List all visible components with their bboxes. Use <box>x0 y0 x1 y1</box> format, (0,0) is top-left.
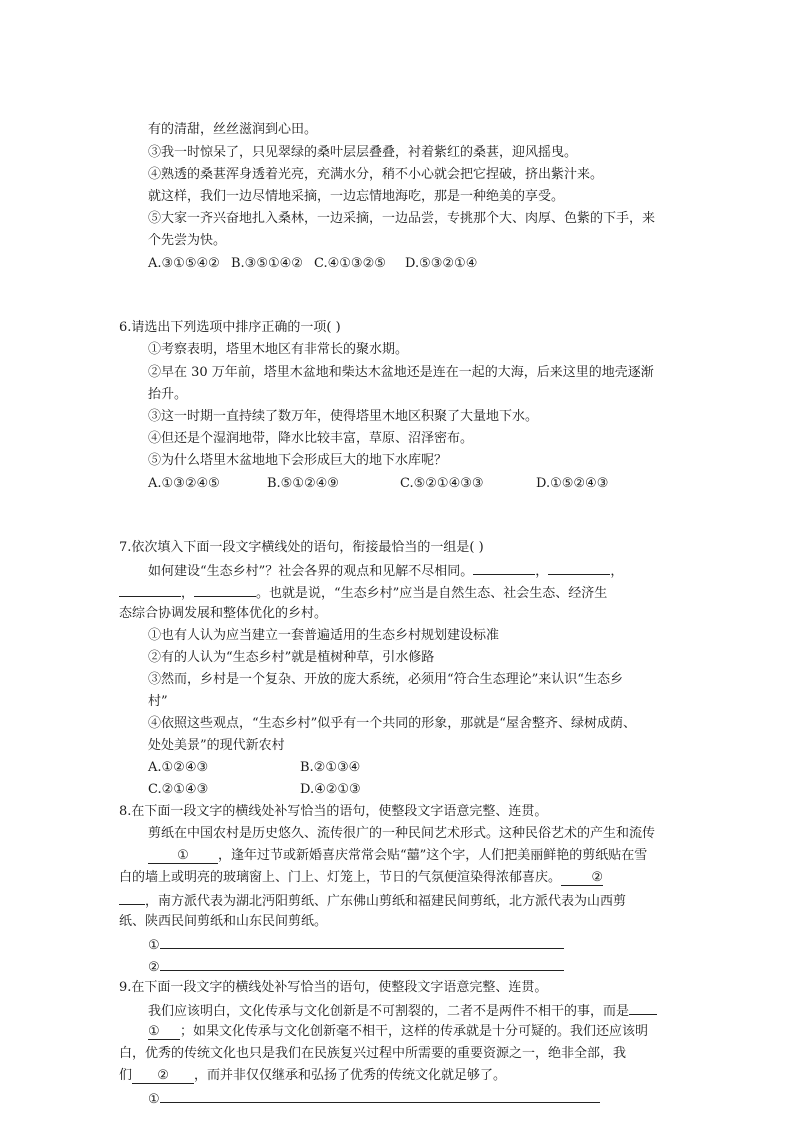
q5-options <box>148 256 477 272</box>
q8-para-line-3 <box>119 870 603 886</box>
q8-para-text: ，逢年过节或新婚喜庆常常会贴“囍”这个字，人们把美丽鲜艳的剪纸贴在雪 <box>218 848 648 863</box>
q9-para-text: 们 <box>119 1068 133 1083</box>
q6-line-4: ③这一时期一直持续了数万年，使得塔里木地区积聚了大量地下水。 <box>148 409 539 424</box>
q7-comma: ， <box>610 564 624 579</box>
q8-stem: 8.在下面一段文字的横线处补写恰当的语句，使整段文字语意完整、连贯。 <box>119 804 548 819</box>
q6-line-3: 抬升。 <box>148 387 188 402</box>
q6-stem: 6.请选出下列选项中排序正确的一项( ) <box>119 320 341 335</box>
q7-options-row-2 <box>148 782 361 798</box>
q6-line-6: ⑤为什么塔里木盆地地下会形成巨大的地下水库呢？ <box>148 453 448 468</box>
q6-line-1: ①考察表明，塔里木地区有非常长的聚水期。 <box>148 342 409 357</box>
q9-answer-1 <box>148 1090 600 1108</box>
q5-line-4: 就这样，我们一边尽情地采摘，一边忘情地海吃，那是一种绝美的享受。 <box>148 189 565 204</box>
q7-option-d[interactable]: D.④②①③ <box>300 782 361 797</box>
q7-item-3a: ③然而，乡村是一个复杂、开放的庞大系统，必须用“符合生态理论”来认识“生态乡 <box>148 672 623 687</box>
q7-stem: 7.依次填入下面一段文字横线处的语句，衔接最恰当的一组是( ) <box>119 540 484 555</box>
q8-para-line-1: 剪纸在中国农村是历史悠久、流传很广的一种民间艺术形式。这种民俗艺术的产生和流传 <box>148 826 656 841</box>
q5-option-c[interactable]: C.④①③②⑤ <box>314 256 386 271</box>
q7-blank-3[interactable] <box>119 584 181 597</box>
q8-para-line-4 <box>119 892 626 910</box>
q9-para-text: 我们应该明白，文化传承与文化创新是不可割裂的，二者不是两件不相干的事，而是 <box>148 1004 630 1019</box>
q8-para-line-5: 纸、陕西民间剪纸和山东民间剪纸。 <box>119 914 328 929</box>
q6-line-2: ②早在 30 万年前，塔里木盆地和柴达木盆地还是连在一起的大海，后来这里的地壳逐渐 <box>148 365 654 380</box>
q5-option-b[interactable]: B.③⑤①④② <box>231 256 303 271</box>
q9-para-line-4 <box>119 1068 506 1084</box>
q8-para-text: ，南方派代表为湖北沔阳剪纸、广东佛山剪纸和福建民间剪纸，北方派代表为山西剪 <box>145 894 627 909</box>
q6-option-d[interactable]: D.①⑤②④③ <box>536 476 609 491</box>
q9-para-line-1 <box>148 1002 657 1020</box>
q8-answer-2-marker: ② <box>148 960 160 975</box>
q5-line-1: 有的清甜，丝丝滋润到心田。 <box>148 122 318 137</box>
q7-comma: ， <box>181 586 195 601</box>
q6-options <box>148 476 608 492</box>
q5-option-d[interactable]: D.⑤③②①④ <box>405 256 478 271</box>
q8-blank-2[interactable]: ② <box>561 871 603 886</box>
q7-para-line-3: 态综合协调发展和整体优化的乡村。 <box>119 606 328 621</box>
q5-line-3: ④熟透的桑葚浑身透着光亮，充满水分，稍不小心就会把它捏破，挤出紫汁来。 <box>148 167 604 182</box>
q5-line-6: 个先尝为快。 <box>148 233 227 248</box>
q9-para-text: ；如果文化传承与文化创新毫不相干，这样的传承就是十分可疑的。我们还应该明 <box>180 1024 649 1039</box>
q5-line-2: ③我一时惊呆了，只见翠绿的桑叶层层叠叠，衬着紫红的桑葚，迎风摇曳。 <box>148 145 578 160</box>
q7-options-row-1 <box>148 760 360 776</box>
q7-option-a[interactable]: A.①②④③ <box>148 760 209 775</box>
q8-para-line-2 <box>148 848 647 864</box>
q6-option-c[interactable]: C.⑤②①④③③ <box>400 476 484 491</box>
q9-answer-1-marker: ① <box>148 1092 160 1107</box>
q7-blank-1[interactable] <box>473 562 535 575</box>
q7-para-text: 。也就是说，“生态乡村”应当是自然生态、社会生态、经济生 <box>256 586 608 601</box>
q8-blank-2-continued[interactable] <box>119 892 145 905</box>
q7-para-text: 如何建设“生态乡村”？社会各界的观点和见解不尽相同。 <box>148 564 474 579</box>
q8-para-text: 白的墙上或明亮的玻璃窗上、门上、灯笼上，节日的气氛便渲染得浓郁喜庆。 <box>119 870 562 885</box>
q9-blank-1-continued[interactable]: ① <box>148 1025 180 1040</box>
q8-blank-1[interactable]: ① <box>148 849 218 864</box>
q5-option-a[interactable]: A.③①⑤④② <box>148 256 220 271</box>
q9-para-text: ，而并非仅仅继承和弘扬了优秀的传统文化就足够了。 <box>194 1068 507 1083</box>
q9-answer-1-line[interactable] <box>160 1090 600 1103</box>
q9-para-line-3: 白，优秀的传统文化也只是我们在民族复兴过程中所需要的重要资源之一，绝非全部，我 <box>119 1046 627 1061</box>
q8-answer-1-marker: ① <box>148 938 160 953</box>
q5-line-5: ⑤大家一齐兴奋地扎入桑林，一边采摘，一边品尝，专挑那个大、肉厚、色紫的下手，来 <box>148 211 656 226</box>
q7-option-b[interactable]: B.②①③④ <box>300 760 361 775</box>
q6-line-5: ④但还是个湿润地带，降水比较丰富，草原、沼泽密布。 <box>148 431 474 446</box>
q8-answer-1-line[interactable] <box>160 936 564 949</box>
q8-answer-2-line[interactable] <box>160 958 564 971</box>
q7-blank-4[interactable] <box>194 584 256 597</box>
q8-answer-1 <box>148 936 564 954</box>
q6-option-b[interactable]: B.⑤①②④⑨ <box>267 476 339 491</box>
q7-item-2: ②有的人认为“生态乡村”就是植树种草，引水修路 <box>148 650 435 665</box>
q9-blank-2[interactable]: ② <box>132 1069 194 1084</box>
q7-para-line-2 <box>119 584 607 602</box>
q9-blank-1[interactable] <box>629 1002 657 1015</box>
q6-option-a[interactable]: A.①③②④⑤ <box>148 476 220 491</box>
q7-blank-2[interactable] <box>548 562 610 575</box>
q9-stem: 9.在下面一段文字的横线处补写恰当的语句，使整段文字语意完整、连贯。 <box>119 980 548 995</box>
q7-para-line-1 <box>148 562 623 580</box>
q7-item-4b: 处处美景”的现代新农村 <box>148 738 285 753</box>
q7-item-1: ①也有人认为应当建立一套普遍适用的生态乡村规划建设标准 <box>148 628 500 643</box>
q7-item-3b: 村” <box>148 694 168 709</box>
q9-para-line-2 <box>148 1024 648 1040</box>
q8-answer-2 <box>148 958 564 976</box>
q7-option-c[interactable]: C.②①④③ <box>148 782 209 797</box>
q7-comma: ， <box>535 564 549 579</box>
q7-item-4a: ④依照这些观点，“生态乡村”似乎有一个共同的形象，那就是“屋舍整齐、绿树成荫、 <box>148 716 636 731</box>
